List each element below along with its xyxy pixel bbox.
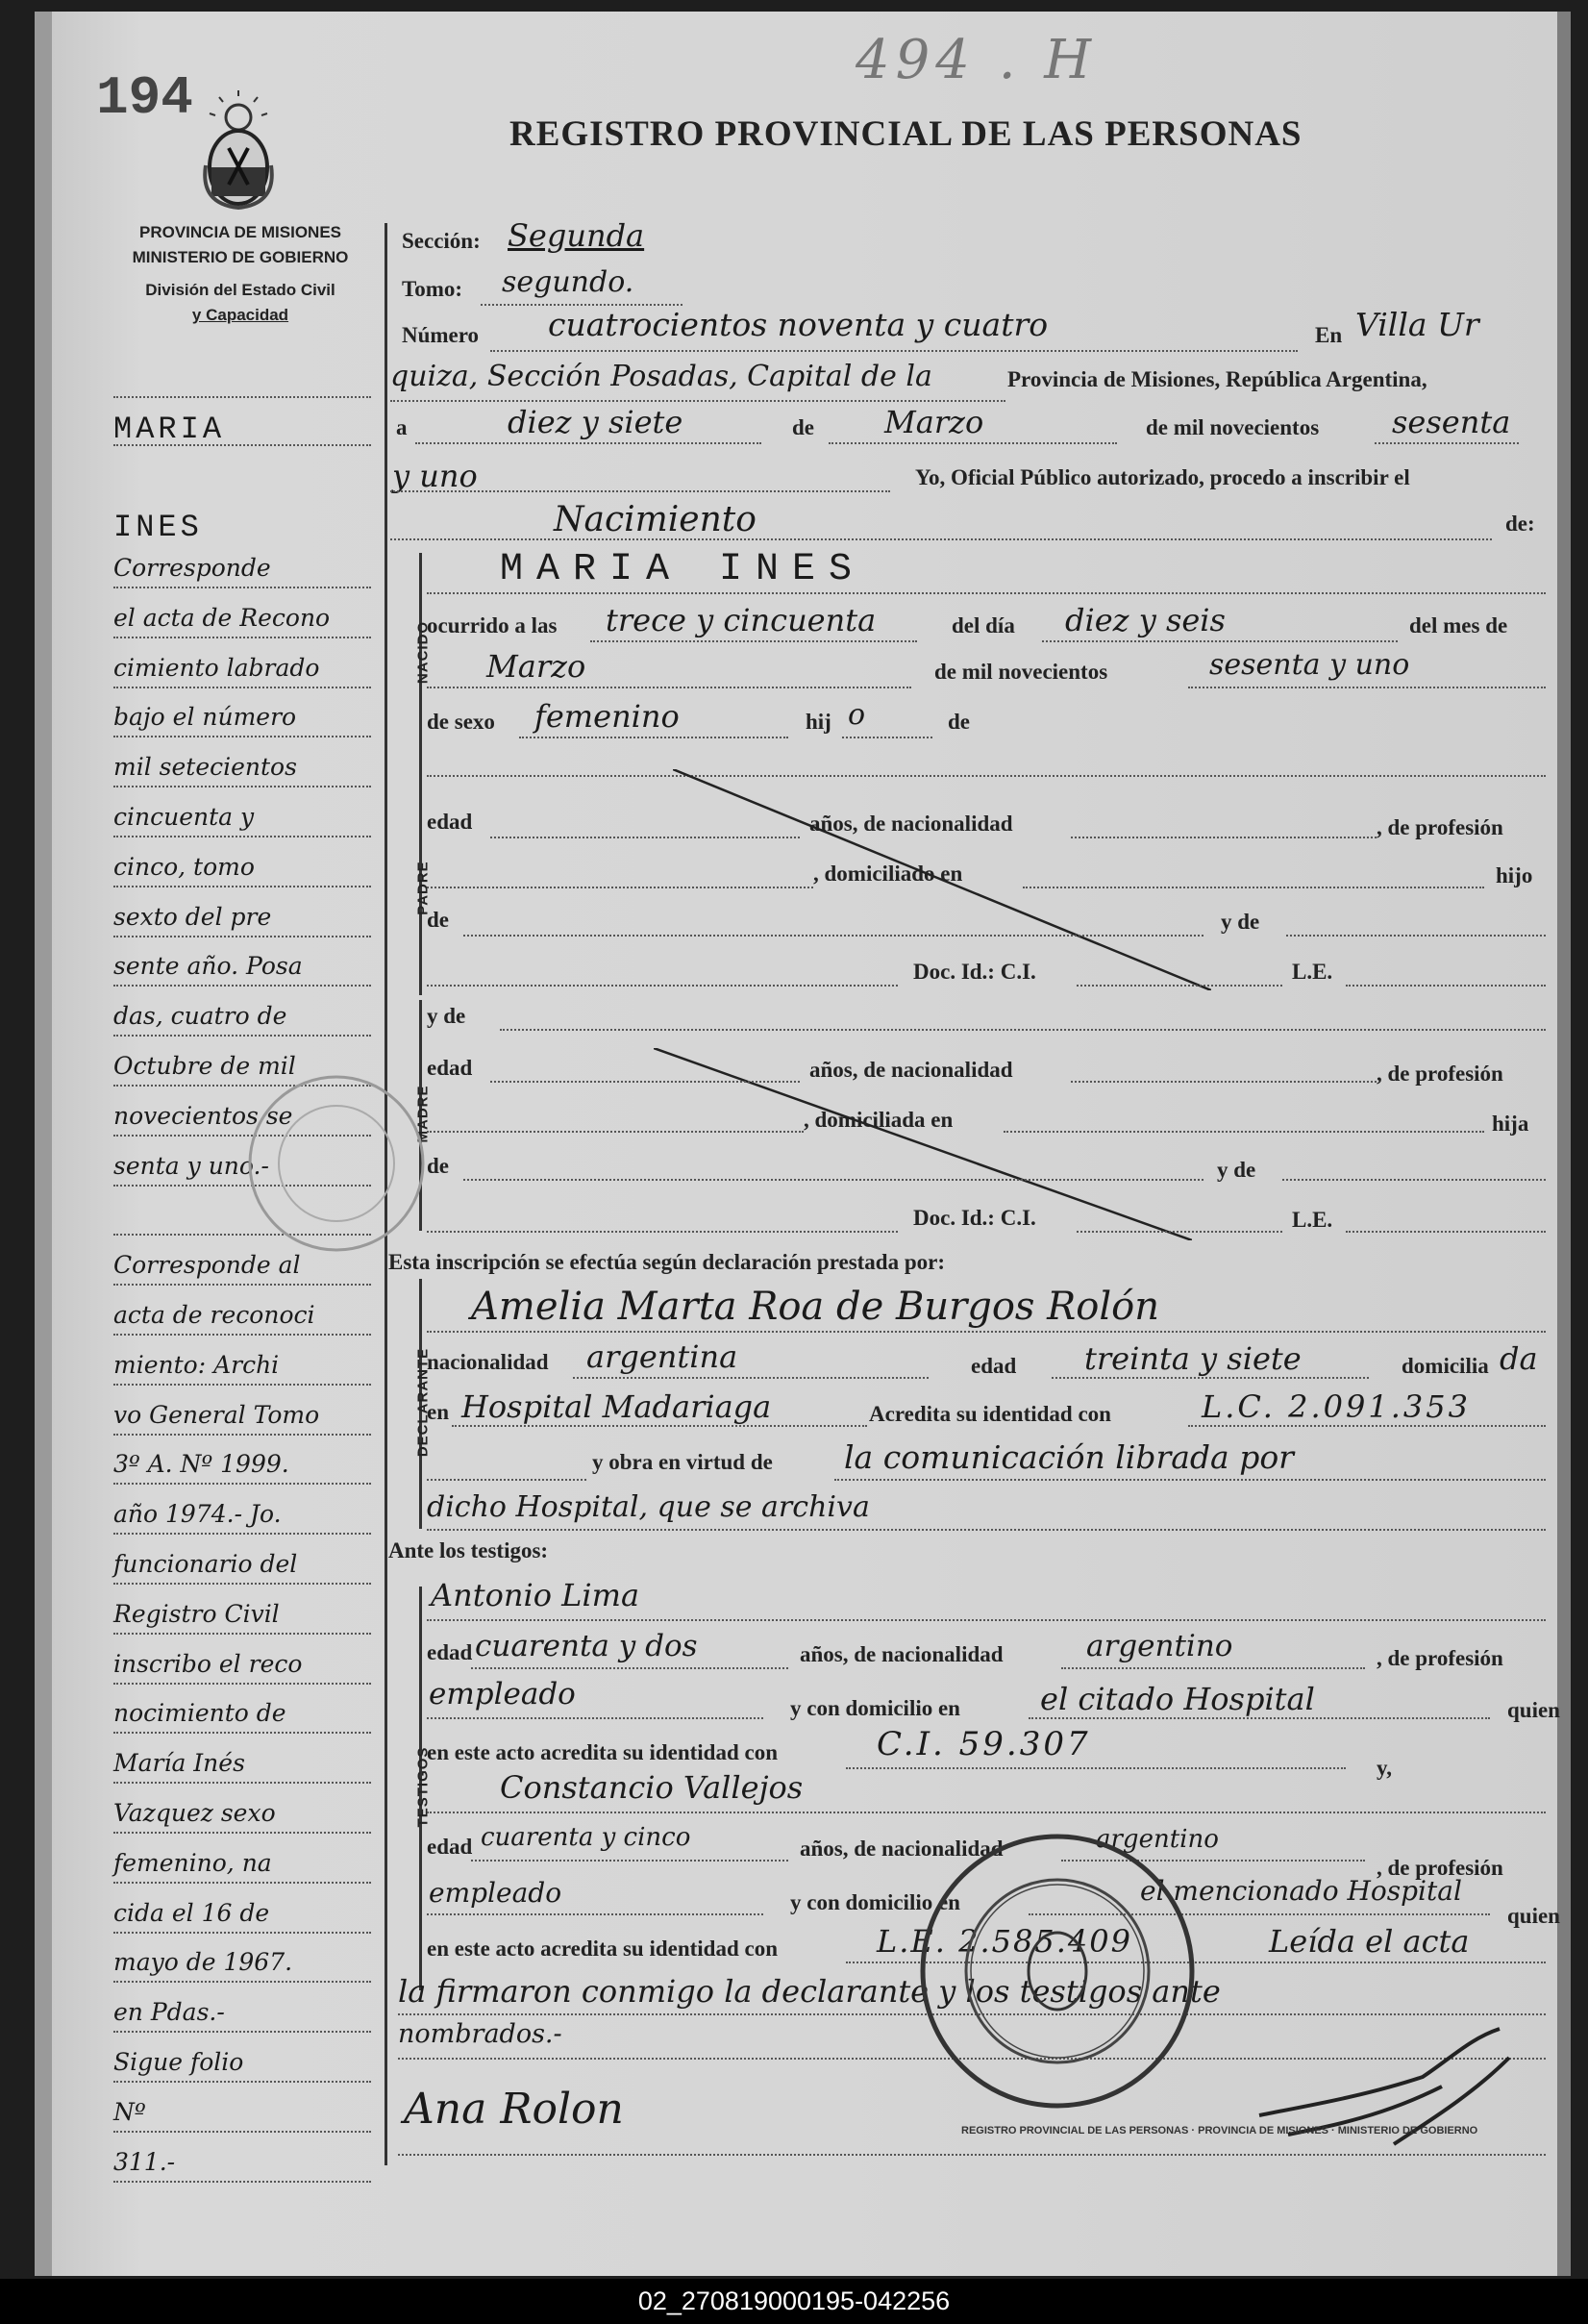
anio-nacimiento-value: sesenta y uno <box>1209 648 1410 682</box>
padre-y-de-label: y de <box>1221 910 1260 934</box>
padre-anios-label: años, de nacionalidad <box>809 812 1013 836</box>
declarante-obra-label: y obra en virtud de <box>592 1450 773 1474</box>
padre-profesion-label: , de profesión <box>1377 815 1503 839</box>
en-label: En <box>1315 323 1343 347</box>
madre-edad-label: edad <box>427 1056 473 1080</box>
declarante-domicilia-value: da <box>1500 1340 1538 1377</box>
margin-note-line: en Pdas.- <box>113 1998 225 2027</box>
testigos-intro: Ante los testigos: <box>388 1538 549 1562</box>
madre-y-de2-label: y de <box>1217 1158 1256 1182</box>
testigo1-quien-label: quien <box>1507 1698 1560 1722</box>
declarante-nombre: Amelia Marta Roa de Burgos Rolón <box>471 1285 1159 1329</box>
mes-de-label: de <box>792 415 814 439</box>
madre-anios-label: años, de nacionalidad <box>809 1058 1013 1082</box>
margin-note-line: cincuenta y <box>113 803 255 831</box>
margin-note-line: acta de reconoci <box>113 1301 315 1329</box>
margin-note-line: novecientos se <box>113 1101 293 1130</box>
office-ministry: MINISTERIO DE GOBIERNO <box>132 248 349 266</box>
tomo-label: Tomo: <box>402 277 463 301</box>
margin-note-line: sente año. Posa <box>113 952 303 981</box>
image-code: 02_270819000195-042256 <box>637 2287 951 2315</box>
section-label-madre: MADRE <box>414 1085 432 1143</box>
margin-note-line: Registro Civil <box>113 1599 280 1628</box>
padre-hijo-label: hijo <box>1496 863 1533 887</box>
margin-note-line: inscribo el reco <box>113 1649 303 1678</box>
margin-note-line: senta y uno.- <box>113 1151 269 1180</box>
madre-domicilio-label: , domiciliada en <box>804 1108 954 1132</box>
mes-inscripcion-value: Marzo <box>884 404 984 440</box>
testigo1-domicilio-label: y con domicilio en <box>790 1696 960 1720</box>
margin-note-line: Nº <box>113 2097 146 2126</box>
margin-note-line: 3º A. Nº 1999. <box>113 1450 289 1479</box>
margin-note-line: el acta de Recono <box>113 603 331 632</box>
declarante-en-label: en <box>427 1400 449 1424</box>
stamp-text: REGISTRO PROVINCIAL DE LAS PERSONAS · PROVINCIA DE MISIONES · MINISTERIO DE GOBIERNO <box>961 2125 1478 2137</box>
anio-nacimiento-label: de mil novecientos <box>934 660 1108 684</box>
testigo2-domicilio-value: el mencionado Hospital <box>1140 1875 1462 1907</box>
provincia-text: Provincia de Misiones, República Argentina, <box>1007 367 1427 391</box>
declarante-intro: Esta inscripción se efectúa según declaración prestada por: <box>388 1250 946 1274</box>
anio-value-continued: y uno <box>392 458 478 494</box>
margin-name-first: MARIA <box>113 412 226 447</box>
mes-nacimiento-value: Marzo <box>486 648 586 685</box>
oficial-text: Yo, Oficial Público autorizado, procedo a inscribir el <box>915 465 1410 489</box>
declarante-obra-value: la comunicación librada por <box>844 1438 1294 1476</box>
section-label-declarante: DECLARANTE <box>414 1347 432 1458</box>
margin-note-line: mil setecientos <box>113 753 297 782</box>
declarante-edad-value: treinta y siete <box>1084 1340 1302 1377</box>
margin-note-line: femenino, na <box>113 1848 272 1877</box>
numero-value: cuatrocientos noventa y cuatro <box>548 306 1049 343</box>
cierre-value: Leída el acta <box>1269 1923 1470 1960</box>
testigo2-profesion-label: , de profesión <box>1377 1856 1503 1880</box>
testigo1-edad-value: cuarenta y dos <box>475 1629 698 1663</box>
testigo2-quien-label: quien <box>1507 1904 1560 1928</box>
nacido-nombre: MARIA INES <box>500 548 866 591</box>
testigo2-nombre: Constancio Vallejos <box>500 1769 804 1806</box>
declarante-en-value: Hospital Madariaga <box>461 1388 772 1425</box>
padre-domicilio-label: , domiciliado en <box>813 862 963 886</box>
padre-de-label: de <box>427 908 449 932</box>
testigo1-anios-label: años, de nacionalidad <box>800 1642 1004 1666</box>
margin-note-line: Corresponde <box>113 554 271 582</box>
del-mes-label: del mes de <box>1409 613 1508 637</box>
en-value: Villa Ur <box>1355 306 1479 343</box>
madre-le-label: L.E. <box>1292 1208 1333 1232</box>
madre-y-de-label: y de <box>427 1004 466 1028</box>
declarante-nacionalidad-label: nacionalidad <box>427 1350 549 1374</box>
del-dia-label: del día <box>952 613 1015 637</box>
margin-note-line: Octubre de mil <box>113 1052 296 1080</box>
seccion-value: Segunda <box>508 217 645 254</box>
margin-note-line: nocimiento de <box>113 1699 286 1728</box>
margin-name-second: INES <box>113 510 203 545</box>
section-label-padre: PADRE <box>414 861 432 915</box>
numero-label: Número <box>402 323 480 347</box>
page-title: REGISTRO PROVINCIAL DE LAS PERSONAS <box>509 114 1303 154</box>
testigo1-profesion-value: empleado <box>429 1677 576 1712</box>
margin-note-line: Corresponde al <box>113 1251 301 1280</box>
margin-note-line: bajo el número <box>113 703 297 732</box>
declarante-acredita-label: Acredita su identidad con <box>869 1402 1111 1426</box>
testigo2-profesion-value: empleado <box>429 1877 562 1909</box>
padre-edad-label: edad <box>427 810 473 834</box>
declarante-acredita-value: L.C. 2.091.353 <box>1202 1388 1471 1425</box>
office-province: PROVINCIA DE MISIONES <box>138 223 341 241</box>
margin-note-line: María Inés <box>113 1749 245 1778</box>
coat-of-arms-emblem <box>200 88 277 213</box>
testigo1-edad-label: edad <box>427 1640 473 1664</box>
margin-note-line: Sigue folio <box>113 2048 244 2076</box>
madre-de-label: de <box>427 1154 449 1178</box>
tomo-value: segundo. <box>502 265 634 299</box>
testigo1-profesion-label: , de profesión <box>1377 1646 1503 1670</box>
sexo-label: de sexo <box>427 710 495 734</box>
section-label-nacido: NACIDO <box>414 620 432 685</box>
testigo2-edad-value: cuarenta y cinco <box>481 1823 691 1852</box>
margin-note-line: cida el 16 de <box>113 1898 270 1927</box>
declarante-obra-value-continued: dicho Hospital, que se archiva <box>427 1490 870 1524</box>
declarante-nacionalidad-value: argentina <box>586 1338 738 1375</box>
acto-de-label: de: <box>1505 512 1535 536</box>
anio-value: sesenta <box>1392 404 1511 440</box>
madre-doc-label: Doc. Id.: C.I. <box>913 1206 1036 1230</box>
padre-doc-label: Doc. Id.: C.I. <box>913 960 1036 984</box>
testigo1-domicilio-value: el citado Hospital <box>1040 1681 1315 1717</box>
hijo-value: o <box>848 698 866 732</box>
testigo2-anios-label: años, de nacionalidad <box>800 1837 1004 1861</box>
testigo2-acredita-label: en este acto acredita su identidad con <box>427 1937 779 1961</box>
margin-note-line: sexto del pre <box>113 902 272 931</box>
hijo-de-label: de <box>948 710 970 734</box>
margin-note-line: funcionario del <box>113 1550 298 1578</box>
margin-note-line: Vazquez sexo <box>113 1799 276 1827</box>
anio-label: de mil novecientos <box>1146 415 1320 439</box>
office-capacity: y Capacidad <box>191 306 289 324</box>
margin-note-line: vo General Tomo <box>113 1400 320 1429</box>
testigo1-nacionalidad-value: argentino <box>1086 1629 1233 1663</box>
declarante-edad-label: edad <box>971 1354 1017 1378</box>
official-stamp <box>913 1827 1202 2115</box>
testigo1-doc-value: C.I. 59.307 <box>877 1725 1091 1763</box>
page-number: 194 <box>96 67 193 129</box>
lugar-value: quiza, Sección Posadas, Capital de la <box>390 360 932 393</box>
margin-note-line: cinco, tomo <box>113 852 255 881</box>
hora-value: trece y cincuenta <box>606 602 877 638</box>
cierre-value-3: nombrados.- <box>398 2019 562 2049</box>
margin-note-line: 311.- <box>113 2147 176 2176</box>
dia-inscripcion-value: diez y siete <box>508 404 683 440</box>
testigo2-domicilio-label: y con domicilio en <box>790 1890 960 1914</box>
margin-faded-stamp <box>240 1067 433 1260</box>
handwritten-reference: 494 . H <box>856 29 1098 91</box>
cierre-value-2: la firmaron conmigo la declarante y los testigos ante <box>398 1973 1221 2010</box>
acto-value: Nacimiento <box>554 500 757 539</box>
office-division: División del Estado Civil <box>145 281 335 299</box>
seccion-label: Sección: <box>402 229 481 253</box>
sexo-value: femenino <box>534 698 680 735</box>
dia-nacimiento-value: diez y seis <box>1065 602 1226 638</box>
margin-note-line: año 1974.- Jo. <box>113 1500 282 1529</box>
ocurrido-label: ocurrido a las <box>427 613 558 637</box>
hijo-label: hij <box>806 710 831 734</box>
testigo1-acredita-label: en este acto acredita su identidad con <box>427 1740 779 1764</box>
madre-hija-label: hija <box>1492 1112 1529 1136</box>
madre-profesion-label: , de profesión <box>1377 1062 1503 1086</box>
testigo1-nombre: Antonio Lima <box>431 1577 640 1613</box>
section-label-testigos: TESTIGOS <box>414 1746 432 1828</box>
testigo1-y-label: y, <box>1377 1756 1392 1780</box>
margin-note-line: miento: Archi <box>113 1350 280 1379</box>
firma-declarante: Ana Rolon <box>404 2085 624 2134</box>
margin-note-line: mayo de 1967. <box>113 1948 293 1977</box>
testigo2-edad-label: edad <box>427 1835 473 1859</box>
testigo2-nacionalidad-value: argentino <box>1096 1825 1219 1854</box>
dia-prefix: a <box>396 415 408 439</box>
margin-note-line: das, cuatro de <box>113 1002 287 1031</box>
declarante-domicilia-label: domicilia <box>1402 1354 1489 1378</box>
margin-note-line: cimiento labrado <box>113 653 320 682</box>
padre-le-label: L.E. <box>1292 960 1333 984</box>
testigo2-doc-value: L.E. 2.585.409 <box>877 1923 1132 1960</box>
